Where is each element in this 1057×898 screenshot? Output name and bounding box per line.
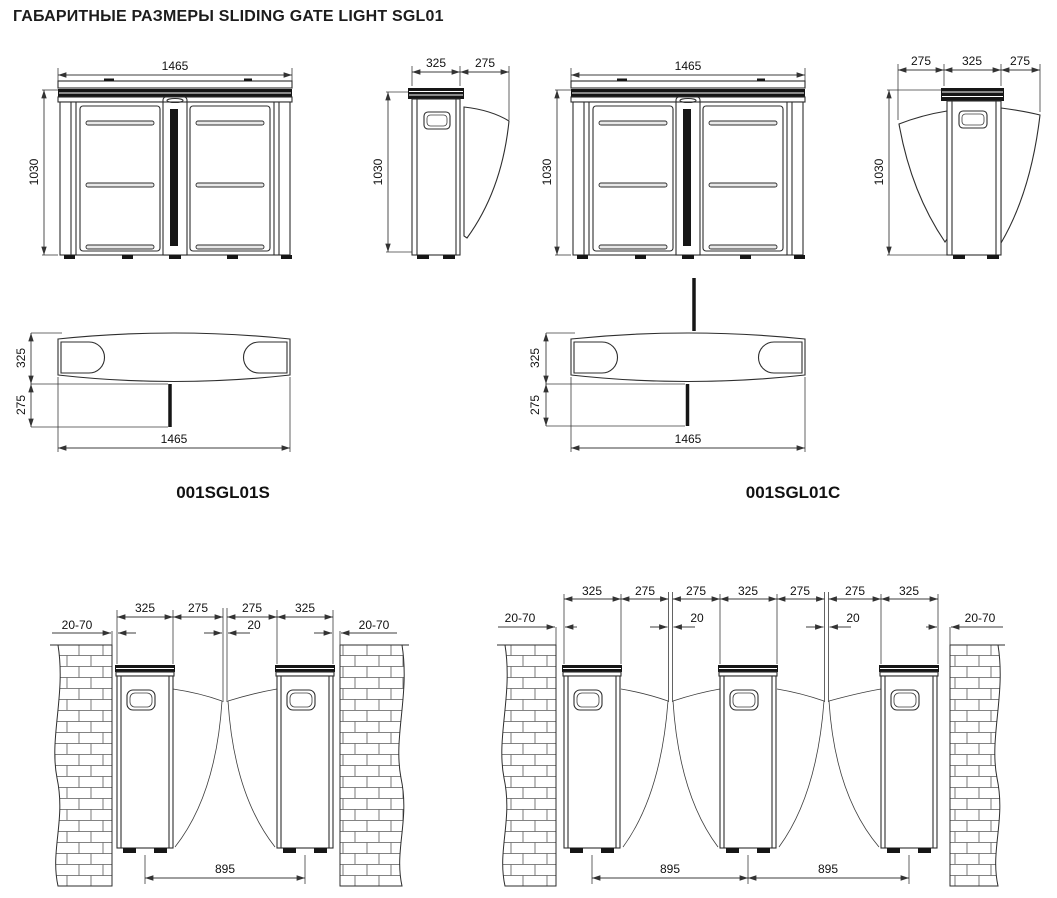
cabinet xyxy=(718,665,778,853)
dim-overall-width: 1465 xyxy=(161,59,189,73)
dim-wall-clearance: 20-70 xyxy=(964,611,996,625)
gate-front-body xyxy=(571,79,805,260)
dim-lane-pitch: 895 xyxy=(659,862,681,876)
dim-flap-tip-gap: 20 xyxy=(846,611,860,625)
dim-overall-width: 1465 xyxy=(160,432,188,446)
page-title: ГАБАРИТНЫЕ РАЗМЕРЫ SLIDING GATE LIGHT SGL01 xyxy=(13,8,444,25)
cabinet xyxy=(879,665,939,853)
cabinet-footprint-left xyxy=(574,342,617,373)
dim-cabinet-depth: 325 xyxy=(425,56,447,70)
dim-flap-tip-gap: 20 xyxy=(690,611,704,625)
flap-wing-left xyxy=(899,111,947,242)
figure-side-view-c xyxy=(872,54,1040,259)
flap-wing-right xyxy=(1001,108,1040,243)
dim-flap-reach: 275 xyxy=(474,56,496,70)
flap-swing-arc xyxy=(779,701,824,847)
flap-swing-arc xyxy=(175,701,222,847)
flap-swing-arc xyxy=(228,689,277,701)
figure-side-view-s xyxy=(371,56,509,259)
figure-installation-single-lane xyxy=(50,601,409,886)
figure-top-view-s xyxy=(14,333,290,502)
dim-overall-height: 1030 xyxy=(371,158,385,186)
cabinet-footprint-left xyxy=(61,342,105,373)
figure-front-view-c xyxy=(540,59,805,259)
dim-cabinet-depth: 325 xyxy=(134,601,156,615)
wall-right xyxy=(340,645,404,886)
dim-cabinet-depth: 325 xyxy=(737,584,759,598)
model-label-single: 001SGL01S xyxy=(176,483,270,502)
dim-cabinet-depth: 325 xyxy=(294,601,316,615)
flap-swing-arc xyxy=(829,689,881,701)
wall-left xyxy=(55,645,112,886)
dim-cabinet-depth: 325 xyxy=(961,54,983,68)
dim-wall-clearance: 20-70 xyxy=(61,618,93,632)
dim-overall-height: 1030 xyxy=(540,158,554,186)
wall-left xyxy=(502,645,556,886)
dim-flap-reach: 275 xyxy=(1009,54,1031,68)
cabinet xyxy=(562,665,622,853)
dim-flap-reach: 275 xyxy=(910,54,932,68)
dim-flap-reach: 275 xyxy=(844,584,866,598)
dim-lane-pitch: 895 xyxy=(214,862,236,876)
dim-flap-reach: 275 xyxy=(187,601,209,615)
dim-cabinet-depth: 325 xyxy=(528,347,542,369)
cabinet xyxy=(115,665,175,853)
dim-flap-reach: 275 xyxy=(685,584,707,598)
cabinet-footprint-right xyxy=(759,342,803,373)
dim-lane-pitch: 895 xyxy=(817,862,839,876)
flap-swing-arc xyxy=(623,701,668,847)
dim-flap-tip-gap: 20 xyxy=(247,618,261,632)
flap-swing-arc xyxy=(173,689,222,701)
dim-wall-clearance: 20-70 xyxy=(358,618,390,632)
dim-flap-reach: 275 xyxy=(14,394,28,416)
dim-flap-reach: 275 xyxy=(528,394,542,416)
dim-overall-width: 1465 xyxy=(674,432,702,446)
flap-wing xyxy=(464,107,509,238)
flap-swing-arc xyxy=(777,689,824,701)
dim-cabinet-depth: 325 xyxy=(898,584,920,598)
cabinet-footprint-right xyxy=(243,342,287,373)
flap-swing-arc xyxy=(621,689,668,701)
flap-swing-arc xyxy=(228,701,275,847)
dim-flap-reach: 275 xyxy=(789,584,811,598)
figure-installation-double-lane xyxy=(497,584,1005,886)
wall-right xyxy=(950,645,1000,886)
flap-swing-arc xyxy=(673,689,720,701)
dim-overall-height: 1030 xyxy=(27,158,41,186)
flap-swing-arc xyxy=(673,701,718,847)
dim-overall-width: 1465 xyxy=(674,59,702,73)
gate-front-body xyxy=(58,79,292,260)
dim-cabinet-depth: 325 xyxy=(581,584,603,598)
dim-flap-reach: 275 xyxy=(634,584,656,598)
figure-front-view-s xyxy=(27,59,292,259)
flap-swing-arc xyxy=(829,701,879,847)
dim-wall-clearance: 20-70 xyxy=(504,611,536,625)
dim-cabinet-depth: 325 xyxy=(14,347,28,369)
figure-top-view-c xyxy=(528,278,840,502)
dim-flap-reach: 275 xyxy=(241,601,263,615)
model-label-central: 001SGL01C xyxy=(745,483,841,502)
dim-overall-height: 1030 xyxy=(872,158,886,186)
cabinet xyxy=(275,665,335,853)
